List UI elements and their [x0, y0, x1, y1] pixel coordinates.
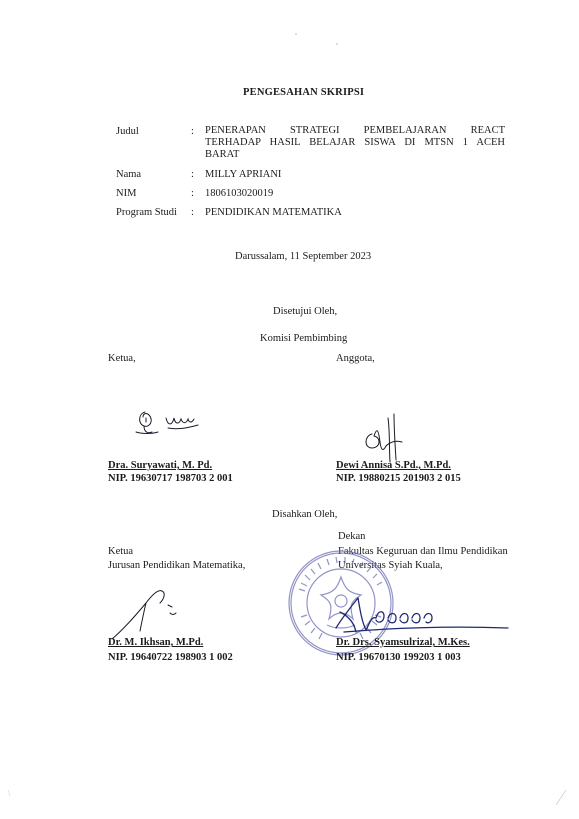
advisor1-nip: NIP. 19630717 198703 2 001: [108, 473, 233, 484]
field-value-nama: MILLY APRIANI: [205, 169, 282, 180]
university-line: Universitas Syiah Kuala,: [338, 560, 443, 571]
field-label-program-studi: Program Studi: [116, 207, 177, 218]
advisor2-name: Dewi Annisa S.Pd., M.Pd.: [336, 460, 451, 471]
field-value-nim: 1806103020019: [205, 188, 274, 199]
official2-nip: NIP. 19670130 199203 1 003: [336, 652, 461, 663]
field-separator: :: [191, 188, 194, 199]
official1-name: Dr. M. Ikhsan, M.Pd.: [108, 637, 204, 648]
field-value-judul-line2: TERHADAP HASIL BELAJAR SISWA DI MTSN 1 ACEH: [205, 137, 505, 148]
anggota-label: Anggota,: [336, 353, 375, 364]
ketua2-label: Ketua: [108, 546, 134, 557]
field-value-program-studi: PENDIDIKAN MATEMATIKA: [205, 207, 342, 218]
official1-nip: NIP. 19640722 198903 1 002: [108, 652, 233, 663]
official2-name: Dr. Drs. Syamsulrizal, M.Kes.: [336, 637, 470, 648]
ratified-by: Disahkan Oleh,: [272, 509, 338, 520]
field-separator: :: [191, 207, 194, 218]
field-separator: :: [191, 126, 194, 137]
advisor2-nip: NIP. 19880215 201903 2 015: [336, 473, 461, 484]
approved-by: Disetujui Oleh,: [273, 306, 338, 317]
page-title: PENGESAHAN SKRIPSI: [243, 87, 365, 98]
place-date: Darussalam, 11 September 2023: [235, 251, 372, 262]
field-separator: :: [191, 169, 194, 180]
department-line: Jurusan Pendidikan Matematika,: [108, 560, 246, 571]
field-label-judul: Judul: [116, 126, 139, 137]
advisor1-name: Dra. Suryawati, M. Pd.: [108, 460, 213, 471]
committee-label: Komisi Pembimbing: [260, 333, 348, 344]
field-value-judul-line1: PENERAPAN STRATEGI PEMBELAJARAN REACT: [205, 125, 505, 136]
field-label-nama: Nama: [116, 169, 142, 180]
field-label-nim: NIM: [116, 188, 137, 199]
ketua-label: Ketua,: [108, 353, 136, 364]
dekan-label: Dekan: [338, 531, 366, 542]
field-value-judul-line3: BARAT: [205, 149, 240, 160]
faculty-line: Fakultas Keguruan dan Ilmu Pendidikan: [338, 546, 508, 557]
